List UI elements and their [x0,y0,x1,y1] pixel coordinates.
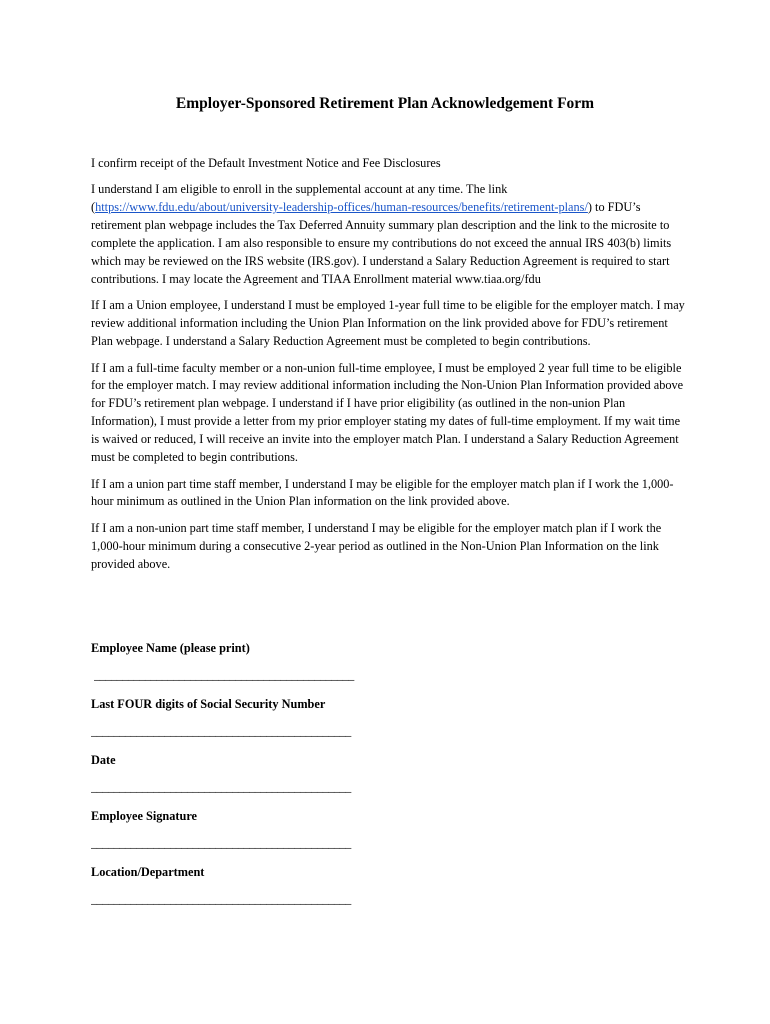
signature-blank[interactable]: ______________________________________________ [91,836,351,850]
document-title: Employer-Sponsored Retirement Plan Acknowledgement Form [175,95,595,112]
employee-name-field [91,639,691,695]
paragraph-union-employee: If I am a Union employee, I understand I must be employed 1-year full time to be eligible for the employer match. I may review additional information including the Union Plan Information on the link provided above for FDU’s retirement Plan webpage. I understand a Salary Reduction Agreement must be completed to begin contributions. [91,298,685,349]
signature-label: Employee Signature [91,809,198,823]
signature-fields [91,639,691,919]
employee-name-blank[interactable]: ______________________________________________ [94,668,354,682]
location-field [91,863,691,919]
paragraph-text: I understand I am eligible to enroll in the supplemental account at any time. The link ( [91,182,508,215]
paragraph-supplemental-account [91,181,691,288]
paragraph-text: ) to FDU’s retirement plan webpage includes the Tax Deferred Annuity summary plan description and the link to the microsite to complete the application. I am also responsible to ensure my contributions do not exceed the annual IRS 403(b) limits which may be reviewed on the IRS website (IRS.gov). I understand a Salary Reduction Agreement is required to start contributions. I may locate the Agreement and TIAA Enrollment material www.tiaa.org/fdu [91,200,672,286]
location-blank[interactable]: ______________________________________________ [91,892,351,906]
paragraph-non-union-part-time: If I am a non-union part time staff member, I understand I may be eligible for the employer match plan if I work the 1,000-hour minimum during a consecutive 2-year period as outlined in the Non-Union Plan Information on the link provided above. [91,520,662,571]
paragraph-full-time-faculty: If I am a full-time faculty member or a non-union full-time employee, I must be employed 2 year full time to be eligible for the employer match. I may review additional information including the Non-Union Plan Information provided above for FDU’s retirement plan webpage. I understand if I have prior eligibility (as outlined in the non-union Plan Information), I must provide a letter from my prior employer stating my dates of full-time employment. If my wait time is waived or reduced, I will receive an invite into the employer match Plan. I understand a Salary Reduction Agreement must be completed to begin contributions. [91,360,684,465]
paragraph-union-part-time: If I am a union part time staff member, I understand I may be eligible for the employer match plan if I work the 1,000-hour minimum as outlined in the Union Plan information on the link provided above. [91,476,674,509]
location-label: Location/Department [91,865,205,879]
signature-field [91,807,691,863]
date-blank[interactable]: ______________________________________________ [91,780,351,794]
ssn-label: Last FOUR digits of Social Security Number [91,697,326,711]
paragraph-receipt-confirmation: I confirm receipt of the Default Investment Notice and Fee Disclosures [91,156,441,170]
date-label: Date [91,753,116,767]
ssn-field [91,695,691,751]
retirement-plans-link[interactable]: https://www.fdu.edu/about/university-leadership-offices/human-resources/benefits/retirement-plans/ [95,200,588,215]
document-body [91,155,691,582]
employee-name-label: Employee Name (please print) [91,641,250,655]
date-field [91,751,691,807]
ssn-blank[interactable]: ______________________________________________ [91,724,351,738]
